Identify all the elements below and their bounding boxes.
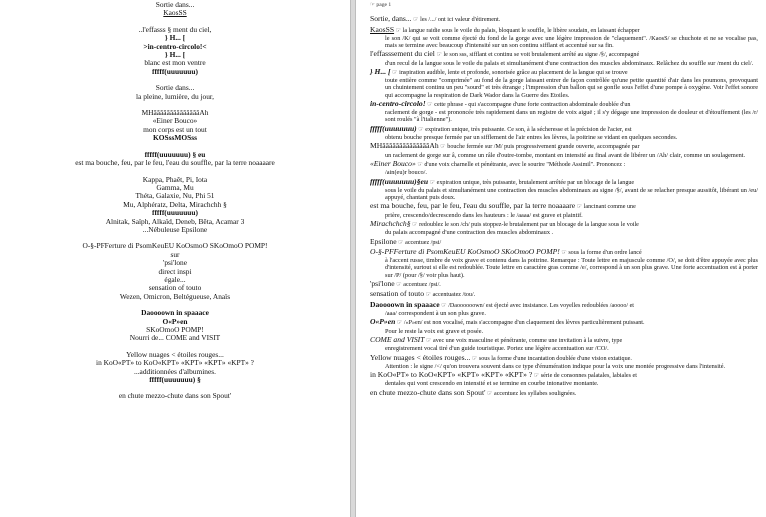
- poem-line: fffff(uuuuuuu): [151, 208, 198, 218]
- annotation-term: O-§-PFFerture di PsomKeuEU KoOsmoO SKoOmoO POMP!: [370, 246, 560, 256]
- annotation-page: [356, 0, 766, 517]
- poem-line: sensation of touto: [148, 283, 202, 293]
- annotation-description: toute entière comme "comprimée" au fond de la gorge laissant entrer de façon contrôlée qu'une petite quantité d'air dans les poumons, provoquant un chuintement continu un peu "sourd" et très étrange ; l'impression d'un ballon qui se gonfle sous l'effet d'une pompe à oxygène. Voir l'effet sonore qui accompagne la respiration de Dark Wador dans la Guerre des Etoiles.: [385, 77, 758, 99]
- annotation-description: un raclement de gorge sur â, comme un râle d'outre-tombe, montant en intensité au final avant de libérer un /Ah/ clair, comme un soulagement.: [385, 151, 746, 159]
- poem-line: fffff(uuuuuuu) § eu: [144, 149, 206, 159]
- poem-line: Daoooown in spaaace: [141, 308, 209, 318]
- poem-page: [0, 0, 350, 517]
- annotation-entry: [370, 336, 758, 352]
- annotation-entry: [370, 280, 758, 289]
- annotation-term: l'effasssement du ciel: [370, 49, 435, 59]
- annotation-inline: ☞ sous la forme d'un ordre lancé: [561, 249, 642, 256]
- poem-line: mon corps est un tout: [143, 124, 207, 134]
- annotation-term: sensation of touto: [370, 289, 424, 299]
- annotation-entry: [370, 160, 758, 176]
- poem-line: MHââââââââââââââAh: [141, 108, 209, 118]
- annotation-description: sous le voile du palais et simultanément une contraction des muscles abdominaux au signe /§/, avant de se relacher presque aussitôt, libérant un /eu/ appuyé, chantant puis doux.: [385, 186, 758, 201]
- annotation-inline: ☞ /Daoooooown/ est éjecté avec insistance. Les voyelles redoublées /aoooo/ et: [441, 302, 634, 309]
- annotation-inline: ☞ accentuez /psi/.: [396, 281, 441, 288]
- annotation-inline: ☞ lancinant comme une: [576, 204, 636, 211]
- annotation-description: raclement de gorge - est prononcée très rapidement dans un registre de voix aiguë ; il s'y dégage une impression de douleur et d'étouffement (les /r/ sont roulés "à l'italienne").: [385, 109, 758, 124]
- annotation-term: O«P»en: [370, 317, 396, 327]
- annotation-term: COME and VISIT: [370, 334, 425, 344]
- annotation-term: KaosSS: [370, 24, 395, 34]
- annotation-description: Pour le reste la voix est grave et posée.: [385, 327, 484, 335]
- annotation-term: Daoooown in spaaace: [370, 299, 440, 309]
- poem-line: blanc est mon ventre: [144, 58, 206, 68]
- poem-text: [0, 0, 350, 401]
- annotation-term: in KoO«PT» to KoO«KPT» «KPT» «KPT» «KPT» ?: [370, 370, 533, 380]
- annotation-entry: [370, 354, 758, 370]
- annotation-description: Attention : le signe /</ qu'on trouvera souvent dans ce type d'énumération indique pour la voix une montée progressive dans l'intensité.: [385, 362, 726, 370]
- annotation-description: obtenu bouche presque fermée par un sifflement de l'air entres les lèvres, la poitrine se vidant en quelques secondes.: [385, 133, 678, 141]
- poem-line: Sortie dans...: [155, 83, 195, 93]
- annotation-term: MHââââââââââââââAh: [370, 141, 439, 151]
- annotation-term: Epsilone: [370, 236, 397, 246]
- annotation-entry: [370, 318, 758, 334]
- poem-line: ...additionnées d'albumines.: [134, 366, 216, 376]
- poem-line: «Einer Bouco»: [152, 116, 198, 126]
- annotation-inline: ☞ redoublez le son /ch/ puis stoppez-le brutalement par un blocage de la langue sous le voile: [412, 221, 639, 228]
- poem-line: SKoOmoO POMP!: [146, 325, 204, 334]
- annotation-inline: ☞ avec une voix masculine et pénétrante, comme une invitation à la suivre, type: [426, 337, 623, 344]
- annotation-description: dentales qui vont crescendo en intensité et se termine en courbe intonative montante.: [385, 380, 599, 388]
- page-number-label: ☞ page 1: [370, 2, 392, 8]
- annotation-inline: ☞ accentuez /psi/: [398, 239, 442, 246]
- annotation-notes: [356, 2, 766, 398]
- annotation-inline: ☞ accentuatez /tou/.: [425, 292, 476, 299]
- poem-line: O-§-PFFerture di PsomKeuEU KoOsmoO SKoOmoO POMP!: [82, 241, 268, 251]
- annotation-inline: ☞ le son sss, sifflant et continu se voit brutalement arrêté au signe /§/, accompagné: [436, 52, 640, 59]
- annotation-entry: [370, 15, 758, 24]
- annotation-term: est ma bouche, feu, par le feu, l'eau du souffle, par la terre noaaaare: [370, 201, 576, 211]
- poem-line: Mu, Alphératz, Delta, Mirachchh §: [123, 199, 227, 209]
- annotation-term: Mirachchch§: [370, 218, 411, 228]
- annotation-inline: ☞ cette phrase - qui s'accompagne d'une forte contraction abdominale doublée d'un: [427, 101, 631, 108]
- annotation-term: fffff(uuuuuuu): [370, 123, 417, 133]
- annotation-entry: [370, 301, 758, 317]
- annotation-inline: ☞ /«P»en/ est non vocalisé, mais s'accompagne d'un claquement des lèvres particulièrement puissant.: [396, 320, 645, 327]
- poem-line: Théta, Galaxie, Nu, Phi 51: [135, 191, 215, 201]
- poem-line: >in-centro-circolo!<: [143, 41, 207, 51]
- annotation-inline: ☞ d'une voix charnelle et pénétrante, avec le sourire "Méthode Assimil". Prononcez :: [417, 161, 626, 168]
- annotation-entry: [370, 142, 758, 158]
- poem-line: la pleine, lumière, du jour,: [136, 91, 214, 101]
- poem-line: Nourri de... COME and VISIT: [129, 333, 221, 343]
- annotation-entry: [370, 290, 758, 299]
- poem-line: est ma bouche, feu, par le feu, l'eau du souffle, par la terre noaaaare: [75, 158, 275, 168]
- poem-line: } H... [: [164, 50, 186, 60]
- poem-line: Gamma, Mu: [156, 182, 194, 192]
- poem-line: fffff(uuuuuuu) §: [149, 375, 201, 385]
- annotation-entry: [370, 248, 758, 279]
- annotation-entry: [370, 202, 758, 218]
- annotation-entry: [370, 100, 758, 124]
- annotation-entry: [370, 238, 758, 247]
- poem-line: Yellow nuages < étoiles rouges...: [126, 349, 224, 359]
- annotation-inline: ☞ série de consonnes palatales, labiales et: [533, 373, 637, 380]
- annotation-inline: ☞ expiration unique, très puissante, brutalement arrêtée par un blocage de la langue: [429, 179, 635, 186]
- annotation-entry: [370, 68, 758, 99]
- annotation-inline: ☞ accentuez les syllabes soulignées.: [487, 390, 577, 397]
- poem-line: fffff(uuuuuuu): [151, 66, 198, 76]
- poem-line: 'psi'lone: [162, 258, 187, 268]
- annotation-entry: [370, 26, 758, 50]
- annotation-description: d'un recul de la langue sous le voile du palais et simultanément d'une contraction des muscles abdominaux. Relâchez du souffle sur /ment du ciel/.: [385, 59, 754, 67]
- poem-line: Wezen, Omicron, Beltégueuse, Anaïs: [119, 291, 231, 301]
- annotation-term: fffff(uuuuuuu)§eu: [370, 176, 429, 186]
- poem-line: KOSssMOSss: [153, 133, 197, 143]
- annotation-term: en chute mezzo-chute dans son Spout': [370, 387, 486, 397]
- poem-line: égale...: [164, 274, 186, 284]
- annotation-description: du palais accompagné d'une contraction des muscles abdominaux .: [385, 229, 554, 237]
- poem-line: ...Nébuleuse Epsilone: [142, 224, 208, 234]
- annotation-entry: [370, 178, 758, 202]
- annotation-entry: [370, 389, 758, 398]
- annotation-description: prière, crescendo/decrescendo dans les hauteurs : le /aaaa/ est grave et plaintif.: [385, 211, 583, 219]
- poem-line: Kappa, Phaêt, Pi, Iota: [142, 174, 208, 184]
- poem-line: } H... [: [164, 33, 186, 43]
- annotation-term: 'psi'lone: [370, 278, 395, 288]
- annotation-entry: [370, 371, 758, 387]
- poem-line: Sortie dans...: [155, 0, 195, 9]
- annotation-inline: ☞ les /.../ ont ici valeur d'étirement.: [413, 17, 501, 24]
- annotation-entry: [370, 125, 758, 141]
- poem-line: Alnitak, Saïph, Alkaïd, Deneb, Bêta, Acamar 3: [105, 216, 245, 226]
- annotation-term: Sortie, dans...: [370, 14, 412, 24]
- annotation-inline: ☞ inspiration audible, lente et profonde, sonorisée grâce au placement de la langue qui se trouve: [392, 69, 628, 76]
- poem-line: O«P»en: [162, 316, 188, 326]
- poem-line: direct inspi: [158, 266, 192, 276]
- annotation-inline: ☞ sous la forme d'une incantation doublée d'une vision extatique.: [471, 355, 632, 362]
- poem-line: in KoO«PT» to KoO«KPT» «KPT» «KPT» «KPT» ?: [96, 358, 254, 368]
- annotation-inline: ☞ la langue raidie sous le voile du palais, bloquant le souffle, le libère soudain, en laissant échapper: [395, 27, 640, 34]
- annotation-term: Yellow nuages < étoiles rouges...: [370, 352, 471, 362]
- annotation-inline: ☞ expiration unique, très puissante. Ce son, à la sécheresse et la précision de l'acier, est: [418, 126, 632, 133]
- annotation-entry: [370, 50, 758, 66]
- poem-line: sur: [170, 249, 180, 259]
- annotation-term: in-centro-circolo!: [370, 98, 426, 108]
- annotation-term: «Einer Bouco»: [370, 158, 416, 168]
- annotation-description: enregistrement vocal tiré d'un guide touristique. Portez une légère accentuation sur /CO/.: [385, 345, 609, 353]
- annotation-description: le son /K/ qui se voit comme éjecté du fond de la gorge avec une légère impression de "claquement". /KaosS/ se chuchote et ne se vocalise pas, mais se termine avec beaucoup d'intensité sur un son continu sifflant et accentué sur sa fin.: [385, 34, 758, 49]
- poem-line: en chute mezzo-chute dans son Spout': [118, 391, 232, 401]
- annotation-description: /ain(eu)r bouco/.: [385, 169, 427, 177]
- annotation-inline: ☞ bouche fermée sur /M/ puis progressivement grande ouverte, accompagnée par: [440, 144, 640, 151]
- poem-line: ..l'effasss § ment du ciel,: [138, 24, 212, 34]
- poem-line: KaosSS: [163, 8, 187, 18]
- annotation-entry: [370, 220, 758, 236]
- annotation-description: /aaa/ correspondent à un son plus grave.: [385, 309, 486, 317]
- annotation-description: à l'accent russe, timbre de voix grave et contenu dans la poitrine. Remarque : Toute lettre en majuscule comme /O/, se doit d'être appuyée avec plus d'intensité, surtout si elle est redoublée. Toute lettre en caractère gras comme /e/, correspond à un son plus grave. Une forte accentuation est à porter sur /P/ (pour /§/ voir plus haut).: [385, 257, 758, 279]
- annotation-term: } H... [: [370, 66, 391, 76]
